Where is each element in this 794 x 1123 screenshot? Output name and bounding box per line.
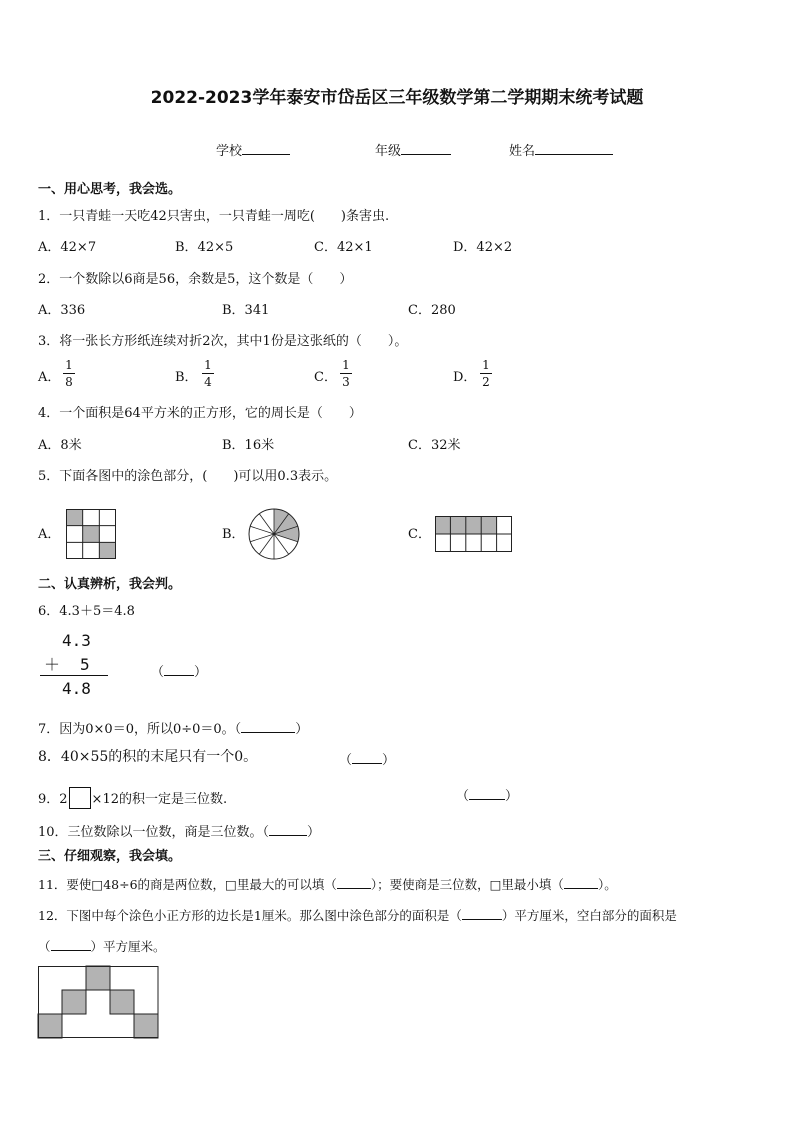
denominator: 3 — [342, 375, 350, 389]
q1-option-b[interactable]: B．42×5 — [175, 240, 234, 255]
q5-option-a[interactable]: A． — [38, 527, 61, 542]
q9-prefix: 9．2 — [38, 792, 68, 807]
q6-plus-sign: ＋ — [44, 655, 61, 674]
question-6: 6．4.3＋5＝4.8 — [38, 604, 135, 619]
q3-fraction-c — [340, 359, 352, 388]
school-label: 学校 — [216, 144, 243, 159]
q12-area-figure — [38, 966, 159, 1038]
q9-answer-paren — [456, 787, 518, 803]
numerator: 1 — [342, 358, 350, 372]
q2-option-a[interactable]: A．336 — [38, 303, 86, 318]
paren-right: ） — [295, 722, 309, 737]
question-3: 3．将一张长方形纸连续对折2次，其中1份是这张纸的（ ）。 — [38, 334, 408, 349]
q10-answer-blank[interactable] — [269, 823, 307, 836]
q3-option-b[interactable]: B． — [175, 370, 198, 385]
question-4: 4．一个面积是64平方米的正方形，它的周长是（ ） — [38, 406, 362, 421]
grade-blank[interactable] — [401, 142, 451, 155]
q5-option-c[interactable]: C． — [408, 527, 431, 542]
q3-fraction-a — [63, 359, 75, 388]
question-11 — [38, 876, 617, 892]
question-12-line-2 — [38, 938, 166, 954]
q7-text: 7．因为0×0＝0，所以0÷0＝0。（ — [38, 722, 242, 737]
q6-result: 4.8 — [62, 679, 91, 698]
school-blank[interactable] — [242, 142, 290, 155]
denominator: 2 — [482, 375, 490, 389]
paren-right: ） — [505, 789, 519, 804]
q9-answer-blank[interactable] — [469, 787, 505, 800]
school-field — [216, 142, 290, 158]
question-9 — [38, 787, 227, 809]
q12-text-2: ）平方厘米，空白部分的面积是 — [501, 908, 677, 923]
q9-digit-box[interactable] — [69, 787, 91, 809]
page-title: 2022-2023学年泰安市岱岳区三年级数学第二学期期末统考试题 — [150, 88, 644, 108]
numerator: 1 — [482, 358, 490, 372]
q6-vertical-top: 4.3 — [62, 631, 91, 650]
q5-circle-figure-b — [248, 508, 300, 560]
q11-blank-1[interactable] — [337, 876, 371, 889]
name-field — [509, 142, 613, 158]
paren-left: （ — [339, 753, 353, 768]
denominator: 4 — [204, 375, 212, 389]
q12-blank-1[interactable] — [462, 907, 502, 920]
numerator: 1 — [204, 358, 212, 372]
question-1: 1．一只青蛙一天吃42只害虫，一只青蛙一周吃( )条害虫. — [38, 209, 390, 224]
q3-fraction-b — [202, 359, 214, 388]
q12-text-1: 12．下图中每个涂色小正方形的边长是1厘米。那么图中涂色部分的面积是（ — [38, 908, 462, 923]
q1-option-a[interactable]: A．42×7 — [38, 240, 97, 255]
q2-option-b[interactable]: B．341 — [222, 303, 270, 318]
question-7 — [38, 720, 308, 736]
numerator: 1 — [65, 358, 73, 372]
q3-option-a[interactable]: A． — [38, 370, 61, 385]
q12-text-3: （ — [38, 939, 51, 954]
question-8: 8．40×55的积的末尾只有一个0。 — [38, 749, 258, 765]
q6-sum-line — [40, 675, 108, 676]
q4-option-a[interactable]: A．8米 — [38, 438, 82, 453]
name-blank[interactable] — [535, 142, 613, 155]
q6-answer-blank[interactable] — [164, 663, 194, 676]
q3-option-c[interactable]: C． — [314, 370, 337, 385]
name-label: 姓名 — [509, 144, 536, 159]
q7-answer-blank[interactable] — [241, 720, 295, 733]
q1-option-c[interactable]: C．42×1 — [314, 240, 373, 255]
q6-answer-paren — [151, 663, 207, 679]
q3-option-d[interactable]: D． — [453, 370, 477, 385]
question-5: 5．下面各图中的涂色部分，( )可以用0.3表示。 — [38, 469, 338, 484]
question-10 — [38, 823, 320, 839]
paren-left: （ — [151, 665, 165, 680]
q12-text-4: ）平方厘米。 — [90, 939, 166, 954]
paren-right: ） — [307, 825, 321, 840]
q10-text: 10．三位数除以一位数，商是三位数。（ — [38, 825, 270, 840]
section-three-heading: 三、仔细观察，我会填。 — [38, 849, 182, 864]
section-one-heading: 一、用心思考，我会选。 — [38, 182, 182, 197]
q9-rest: ×12的积一定是三位数. — [91, 792, 228, 807]
paren-right: ） — [382, 753, 396, 768]
q11-text-2: ）；要使商是三位数，□里最小填（ — [370, 877, 564, 892]
question-2: 2．一个数除以6商是56，余数是5，这个数是（ ） — [38, 272, 353, 287]
q5-grid-figure-a — [66, 509, 116, 559]
q8-answer-paren — [339, 751, 395, 767]
q11-text-3: ）。 — [597, 877, 617, 892]
paren-left: （ — [456, 789, 470, 804]
q12-blank-2[interactable] — [51, 938, 91, 951]
section-two-heading: 二、认真辨析，我会判。 — [38, 577, 182, 592]
q4-option-b[interactable]: B．16米 — [222, 438, 275, 453]
q8-answer-blank[interactable] — [352, 751, 382, 764]
denominator: 8 — [65, 375, 73, 389]
paren-right: ） — [194, 665, 208, 680]
q11-text-1: 11．要使□48÷6的商是两位数，□里最大的可以填（ — [38, 877, 337, 892]
q5-strip-figure-c — [435, 516, 512, 552]
q5-option-b[interactable]: B． — [222, 527, 245, 542]
grade-label: 年级 — [375, 144, 402, 159]
q1-option-d[interactable]: D．42×2 — [453, 240, 513, 255]
q6-addend: 5 — [80, 655, 90, 674]
q2-option-c[interactable]: C．280 — [408, 303, 456, 318]
q11-blank-2[interactable] — [564, 876, 598, 889]
question-12-line-1 — [38, 907, 677, 923]
q4-option-c[interactable]: C．32米 — [408, 438, 461, 453]
q3-fraction-d — [480, 359, 492, 388]
grade-field — [375, 142, 451, 158]
